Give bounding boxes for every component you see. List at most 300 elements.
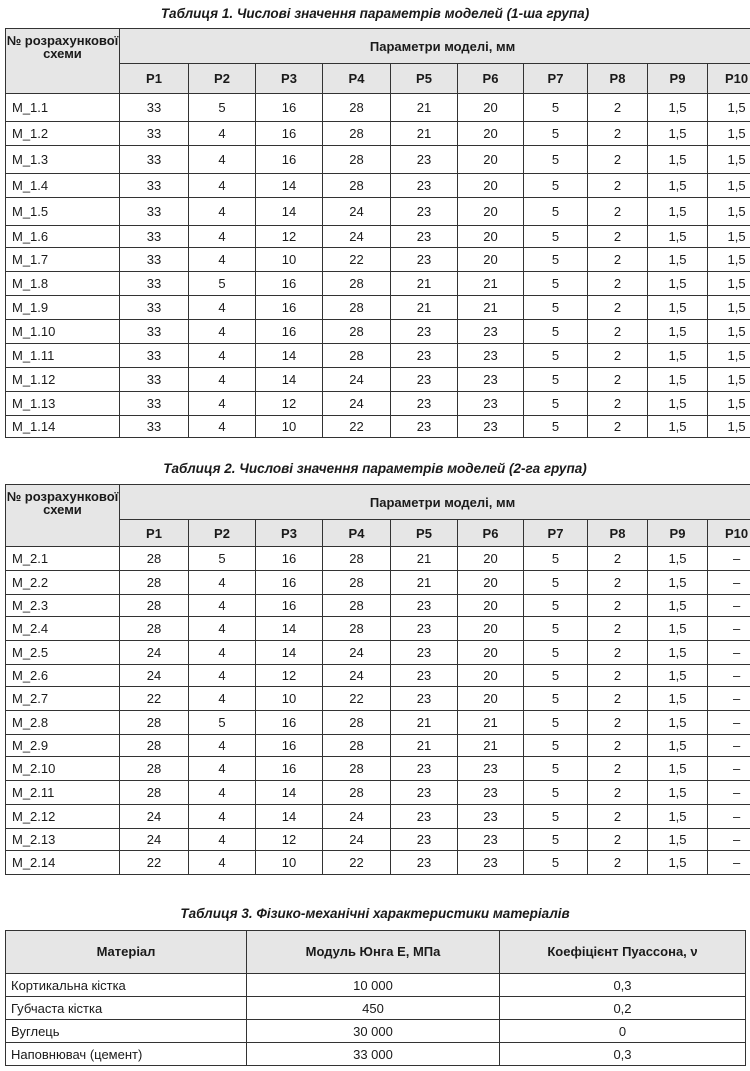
cell-p8: 2	[588, 226, 648, 248]
cell-p5: 23	[391, 416, 458, 438]
cell-p6: 20	[458, 547, 524, 571]
cell-p10: 1,5	[708, 146, 750, 174]
group-header: Параметри моделі, мм	[120, 29, 750, 64]
cell-p7: 5	[524, 416, 588, 438]
cell-p4: 28	[323, 296, 391, 320]
cell-p4: 28	[323, 320, 391, 344]
cell-p8: 2	[588, 94, 648, 122]
cell-p3: 10	[256, 851, 323, 875]
cell-p9: 1,5	[648, 146, 708, 174]
cell-p1: 28	[120, 547, 189, 571]
cell-p7: 5	[524, 226, 588, 248]
cell-p5: 23	[391, 146, 458, 174]
cell-p2: 5	[189, 711, 256, 735]
cell-p6: 20	[458, 248, 524, 272]
cell-p7: 5	[524, 711, 588, 735]
cell-p2: 4	[189, 641, 256, 665]
cell-p8: 2	[588, 392, 648, 416]
cell-p1: 28	[120, 595, 189, 617]
cell-p6: 23	[458, 344, 524, 368]
cell-p7: 5	[524, 94, 588, 122]
cell-p5: 23	[391, 368, 458, 392]
table-row	[6, 368, 750, 392]
poisson-value: 0,3	[500, 974, 746, 997]
material-name: Наповнювач (цемент)	[6, 1043, 247, 1066]
cell-p3: 14	[256, 174, 323, 198]
cell-p10: 1,5	[708, 248, 750, 272]
scheme-name: M_1.4	[6, 174, 120, 198]
cell-p6: 23	[458, 368, 524, 392]
cell-p1: 24	[120, 665, 189, 687]
cell-p8: 2	[588, 146, 648, 174]
cell-p3: 10	[256, 416, 323, 438]
cell-p10: 1,5	[708, 226, 750, 248]
cell-p1: 33	[120, 296, 189, 320]
table-row	[6, 711, 750, 735]
cell-p9: 1,5	[648, 392, 708, 416]
scheme-name: M_2.2	[6, 571, 120, 595]
cell-p3: 12	[256, 392, 323, 416]
cell-p3: 16	[256, 320, 323, 344]
cell-p6: 20	[458, 226, 524, 248]
column-header-p4: P4	[323, 520, 391, 547]
cell-p1: 22	[120, 851, 189, 875]
cell-p1: 33	[120, 122, 189, 146]
column-header-p7: P7	[524, 64, 588, 94]
cell-p8: 2	[588, 595, 648, 617]
cell-p8: 2	[588, 248, 648, 272]
cell-p5: 23	[391, 757, 458, 781]
cell-p3: 14	[256, 368, 323, 392]
cell-p5: 23	[391, 320, 458, 344]
cell-p7: 5	[524, 272, 588, 296]
cell-p4: 28	[323, 344, 391, 368]
cell-p8: 2	[588, 641, 648, 665]
cell-p4: 24	[323, 829, 391, 851]
scheme-name: M_1.10	[6, 320, 120, 344]
table-row	[6, 320, 750, 344]
cell-p3: 14	[256, 198, 323, 226]
cell-p2: 4	[189, 829, 256, 851]
column-header-p5: P5	[391, 520, 458, 547]
cell-p8: 2	[588, 851, 648, 875]
cell-p7: 5	[524, 248, 588, 272]
scheme-name: M_2.10	[6, 757, 120, 781]
cell-p9: 1,5	[648, 757, 708, 781]
cell-p9: 1,5	[648, 122, 708, 146]
cell-p4: 28	[323, 711, 391, 735]
cell-p8: 2	[588, 805, 648, 829]
cell-p3: 10	[256, 687, 323, 711]
poisson-header: Коефіцієнт Пуассона, ν	[500, 931, 746, 974]
cell-p6: 23	[458, 392, 524, 416]
scheme-name: M_1.5	[6, 198, 120, 226]
cell-p5: 23	[391, 248, 458, 272]
scheme-name: M_1.12	[6, 368, 120, 392]
cell-p10: 1,5	[708, 122, 750, 146]
cell-p5: 21	[391, 94, 458, 122]
cell-p3: 16	[256, 595, 323, 617]
cell-p2: 4	[189, 368, 256, 392]
scheme-name: M_1.13	[6, 392, 120, 416]
column-header-p9: P9	[648, 520, 708, 547]
cell-p4: 24	[323, 226, 391, 248]
cell-p9: 1,5	[648, 94, 708, 122]
scheme-name: M_2.12	[6, 805, 120, 829]
table-row	[6, 757, 750, 781]
cell-p4: 28	[323, 547, 391, 571]
cell-p2: 4	[189, 757, 256, 781]
cell-p7: 5	[524, 198, 588, 226]
cell-p10: –	[708, 781, 750, 805]
cell-p6: 20	[458, 665, 524, 687]
cell-p7: 5	[524, 757, 588, 781]
cell-p1: 33	[120, 320, 189, 344]
cell-p9: 1,5	[648, 547, 708, 571]
young-modulus-value: 450	[247, 997, 500, 1020]
cell-p9: 1,5	[648, 198, 708, 226]
cell-p2: 4	[189, 296, 256, 320]
table-row	[6, 226, 750, 248]
group-header: Параметри моделі, мм	[120, 485, 750, 520]
table-row	[6, 146, 750, 174]
cell-p5: 23	[391, 781, 458, 805]
cell-p2: 4	[189, 595, 256, 617]
column-header-p8: P8	[588, 64, 648, 94]
cell-p5: 23	[391, 617, 458, 641]
cell-p2: 4	[189, 805, 256, 829]
cell-p5: 23	[391, 595, 458, 617]
cell-p8: 2	[588, 781, 648, 805]
cell-p6: 20	[458, 687, 524, 711]
cell-p9: 1,5	[648, 687, 708, 711]
cell-p7: 5	[524, 368, 588, 392]
material-name: Губчаста кістка	[6, 997, 247, 1020]
cell-p9: 1,5	[648, 571, 708, 595]
cell-p3: 16	[256, 571, 323, 595]
cell-p1: 24	[120, 805, 189, 829]
cell-p7: 5	[524, 805, 588, 829]
cell-p7: 5	[524, 174, 588, 198]
cell-p5: 23	[391, 851, 458, 875]
cell-p3: 16	[256, 757, 323, 781]
scheme-name: M_1.7	[6, 248, 120, 272]
cell-p10: –	[708, 595, 750, 617]
table2-caption: Таблиця 2. Числові значення параметрів моделей (2-га група)	[163, 461, 587, 476]
cell-p6: 20	[458, 122, 524, 146]
cell-p6: 23	[458, 757, 524, 781]
cell-p10: –	[708, 687, 750, 711]
table-row	[6, 617, 750, 641]
cell-p5: 21	[391, 272, 458, 296]
cell-p5: 23	[391, 174, 458, 198]
cell-p8: 2	[588, 344, 648, 368]
table-row	[6, 805, 750, 829]
cell-p10: 1,5	[708, 344, 750, 368]
poisson-value: 0,3	[500, 1043, 746, 1066]
params-table-group1	[5, 28, 750, 438]
cell-p9: 1,5	[648, 735, 708, 757]
cell-p2: 4	[189, 122, 256, 146]
column-header-p6: P6	[458, 520, 524, 547]
cell-p7: 5	[524, 146, 588, 174]
cell-p10: –	[708, 547, 750, 571]
cell-p4: 28	[323, 735, 391, 757]
scheme-name: M_1.9	[6, 296, 120, 320]
column-header-p5: P5	[391, 64, 458, 94]
cell-p7: 5	[524, 687, 588, 711]
scheme-name: M_2.5	[6, 641, 120, 665]
table-row	[6, 781, 750, 805]
cell-p1: 24	[120, 829, 189, 851]
cell-p8: 2	[588, 174, 648, 198]
scheme-name: M_1.2	[6, 122, 120, 146]
column-header-p6: P6	[458, 64, 524, 94]
cell-p10: 1,5	[708, 368, 750, 392]
table-row	[6, 735, 750, 757]
cell-p3: 16	[256, 122, 323, 146]
cell-p7: 5	[524, 617, 588, 641]
table-row	[6, 94, 750, 122]
table-row	[6, 296, 750, 320]
cell-p1: 33	[120, 226, 189, 248]
cell-p6: 23	[458, 320, 524, 344]
cell-p5: 23	[391, 641, 458, 665]
table-row	[6, 687, 750, 711]
cell-p6: 23	[458, 416, 524, 438]
scheme-name: M_2.13	[6, 829, 120, 851]
cell-p9: 1,5	[648, 781, 708, 805]
cell-p2: 5	[189, 272, 256, 296]
params-table-group2	[5, 484, 750, 875]
cell-p10: –	[708, 805, 750, 829]
cell-p10: –	[708, 757, 750, 781]
cell-p10: –	[708, 617, 750, 641]
cell-p3: 12	[256, 665, 323, 687]
cell-p10: –	[708, 735, 750, 757]
scheme-name: M_1.14	[6, 416, 120, 438]
cell-p8: 2	[588, 617, 648, 641]
cell-p6: 20	[458, 617, 524, 641]
table-row	[6, 851, 750, 875]
column-header-p4: P4	[323, 64, 391, 94]
cell-p1: 28	[120, 617, 189, 641]
cell-p10: 1,5	[708, 416, 750, 438]
material-row	[6, 1043, 746, 1066]
cell-p8: 2	[588, 122, 648, 146]
cell-p8: 2	[588, 198, 648, 226]
cell-p3: 10	[256, 248, 323, 272]
table-body	[6, 974, 746, 1066]
cell-p5: 23	[391, 226, 458, 248]
cell-p2: 4	[189, 665, 256, 687]
cell-p1: 33	[120, 146, 189, 174]
material-row	[6, 974, 746, 997]
cell-p7: 5	[524, 641, 588, 665]
cell-p4: 24	[323, 641, 391, 665]
cell-p1: 33	[120, 248, 189, 272]
material-header: Матеріал	[6, 931, 247, 974]
young-modulus-value: 30 000	[247, 1020, 500, 1043]
cell-p7: 5	[524, 665, 588, 687]
cell-p9: 1,5	[648, 595, 708, 617]
cell-p1: 33	[120, 94, 189, 122]
cell-p5: 23	[391, 344, 458, 368]
cell-p9: 1,5	[648, 174, 708, 198]
cell-p9: 1,5	[648, 711, 708, 735]
cell-p3: 12	[256, 226, 323, 248]
cell-p9: 1,5	[648, 416, 708, 438]
table-row	[6, 122, 750, 146]
cell-p10: –	[708, 851, 750, 875]
cell-p4: 28	[323, 757, 391, 781]
scheme-name: M_2.8	[6, 711, 120, 735]
cell-p8: 2	[588, 665, 648, 687]
cell-p6: 21	[458, 296, 524, 320]
cell-p3: 14	[256, 781, 323, 805]
column-header-p10: P10	[708, 64, 750, 94]
material-name: Вуглець	[6, 1020, 247, 1043]
cell-p7: 5	[524, 296, 588, 320]
scheme-name: M_1.6	[6, 226, 120, 248]
table-row	[6, 174, 750, 198]
cell-p1: 28	[120, 571, 189, 595]
young-modulus-value: 33 000	[247, 1043, 500, 1066]
table3-caption: Таблиця 3. Фізико-механічні характеристики матеріалів	[180, 906, 570, 921]
cell-p1: 33	[120, 198, 189, 226]
cell-p9: 1,5	[648, 248, 708, 272]
material-row	[6, 997, 746, 1020]
table-row	[6, 641, 750, 665]
material-name: Кортикальна кістка	[6, 974, 247, 997]
table-row	[6, 272, 750, 296]
cell-p1: 33	[120, 174, 189, 198]
cell-p4: 22	[323, 248, 391, 272]
cell-p4: 28	[323, 617, 391, 641]
cell-p4: 28	[323, 94, 391, 122]
cell-p6: 23	[458, 829, 524, 851]
cell-p7: 5	[524, 344, 588, 368]
cell-p5: 21	[391, 571, 458, 595]
cell-p6: 21	[458, 735, 524, 757]
cell-p2: 4	[189, 617, 256, 641]
cell-p7: 5	[524, 122, 588, 146]
cell-p3: 16	[256, 735, 323, 757]
cell-p7: 5	[524, 547, 588, 571]
cell-p2: 4	[189, 571, 256, 595]
cell-p3: 12	[256, 829, 323, 851]
cell-p2: 4	[189, 392, 256, 416]
cell-p9: 1,5	[648, 641, 708, 665]
cell-p5: 23	[391, 198, 458, 226]
cell-p1: 33	[120, 416, 189, 438]
cell-p4: 24	[323, 392, 391, 416]
table-row	[6, 344, 750, 368]
cell-p2: 4	[189, 226, 256, 248]
cell-p10: 1,5	[708, 296, 750, 320]
row-header: № розрахункової схеми	[6, 485, 120, 547]
table-row	[6, 416, 750, 438]
cell-p2: 4	[189, 735, 256, 757]
cell-p10: 1,5	[708, 198, 750, 226]
cell-p4: 22	[323, 851, 391, 875]
table-row	[6, 248, 750, 272]
materials-table	[5, 930, 746, 1066]
cell-p6: 23	[458, 805, 524, 829]
cell-p10: 1,5	[708, 94, 750, 122]
cell-p10: 1,5	[708, 320, 750, 344]
table-body	[6, 547, 750, 875]
scheme-name: M_1.1	[6, 94, 120, 122]
cell-p7: 5	[524, 595, 588, 617]
cell-p9: 1,5	[648, 320, 708, 344]
cell-p3: 16	[256, 272, 323, 296]
table-row	[6, 595, 750, 617]
cell-p9: 1,5	[648, 272, 708, 296]
cell-p10: 1,5	[708, 174, 750, 198]
cell-p10: 1,5	[708, 392, 750, 416]
scheme-name: M_2.11	[6, 781, 120, 805]
column-header-p1: P1	[120, 64, 189, 94]
scheme-name: M_2.9	[6, 735, 120, 757]
cell-p8: 2	[588, 735, 648, 757]
cell-p6: 23	[458, 851, 524, 875]
cell-p2: 4	[189, 687, 256, 711]
cell-p8: 2	[588, 416, 648, 438]
cell-p6: 20	[458, 174, 524, 198]
cell-p8: 2	[588, 571, 648, 595]
cell-p8: 2	[588, 687, 648, 711]
material-row	[6, 1020, 746, 1043]
table-row	[6, 392, 750, 416]
cell-p1: 33	[120, 344, 189, 368]
column-header-p2: P2	[189, 64, 256, 94]
cell-p6: 21	[458, 272, 524, 296]
cell-p8: 2	[588, 547, 648, 571]
cell-p1: 28	[120, 711, 189, 735]
cell-p5: 21	[391, 296, 458, 320]
cell-p3: 16	[256, 296, 323, 320]
cell-p3: 16	[256, 547, 323, 571]
cell-p5: 23	[391, 829, 458, 851]
cell-p5: 23	[391, 805, 458, 829]
cell-p3: 16	[256, 94, 323, 122]
cell-p2: 5	[189, 547, 256, 571]
poisson-value: 0,2	[500, 997, 746, 1020]
scheme-name: M_2.7	[6, 687, 120, 711]
cell-p1: 24	[120, 641, 189, 665]
cell-p8: 2	[588, 320, 648, 344]
row-header: № розрахункової схеми	[6, 29, 120, 94]
cell-p2: 4	[189, 416, 256, 438]
cell-p4: 24	[323, 368, 391, 392]
cell-p4: 22	[323, 416, 391, 438]
cell-p3: 16	[256, 146, 323, 174]
young-modulus-value: 10 000	[247, 974, 500, 997]
cell-p3: 14	[256, 617, 323, 641]
poisson-value: 0	[500, 1020, 746, 1043]
cell-p1: 22	[120, 687, 189, 711]
column-header-p10: P10	[708, 520, 750, 547]
cell-p8: 2	[588, 368, 648, 392]
scheme-name: M_2.6	[6, 665, 120, 687]
cell-p4: 24	[323, 805, 391, 829]
cell-p4: 24	[323, 665, 391, 687]
cell-p2: 4	[189, 344, 256, 368]
cell-p4: 28	[323, 272, 391, 296]
cell-p10: –	[708, 571, 750, 595]
cell-p3: 14	[256, 344, 323, 368]
